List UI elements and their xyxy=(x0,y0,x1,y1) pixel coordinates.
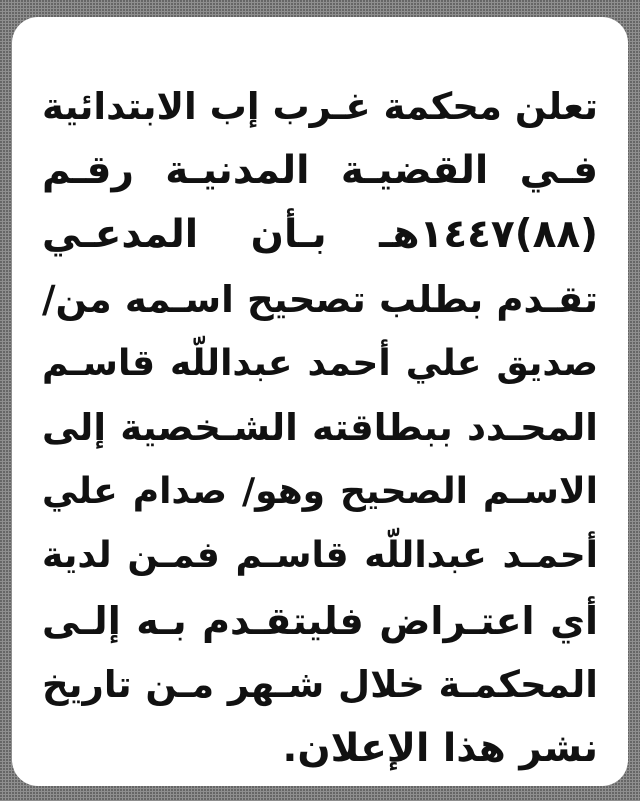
notice-line-8: أحمـد عبداللّه قاسـم فمـن لدية xyxy=(42,535,598,577)
notice-line-7: الاسـم الصحيح وهو/ صدام علي xyxy=(42,471,598,513)
notice-line-10: المحكمـة خلال شـهر مـن تاريخ xyxy=(42,662,598,706)
notice-line-4: تقـدم بطلب تصحيح اسـمه من/ xyxy=(42,277,598,321)
notice-body xyxy=(42,75,598,781)
notice-line-9: أي اعتـراض فليتقـدم بـه إلـى xyxy=(42,598,598,643)
notice-line-6: المحـدد ببطاقته الشـخصية إلى xyxy=(42,406,598,450)
notice-line-5: صديق علي أحمد عبداللّه قاسـم xyxy=(42,342,598,384)
notice-line-2: فـي القضيـة المدنيـة رقـم xyxy=(42,148,598,194)
notice-card xyxy=(12,17,628,786)
notice-line-11: نشر هذا الإعلان. xyxy=(282,726,598,772)
notice-line-3: (٨٨)١٤٤٧هـ بـأن المدعـي xyxy=(42,212,598,258)
notice-line-1: تعلن محكمة غـرب إب الابتدائية xyxy=(42,85,598,128)
